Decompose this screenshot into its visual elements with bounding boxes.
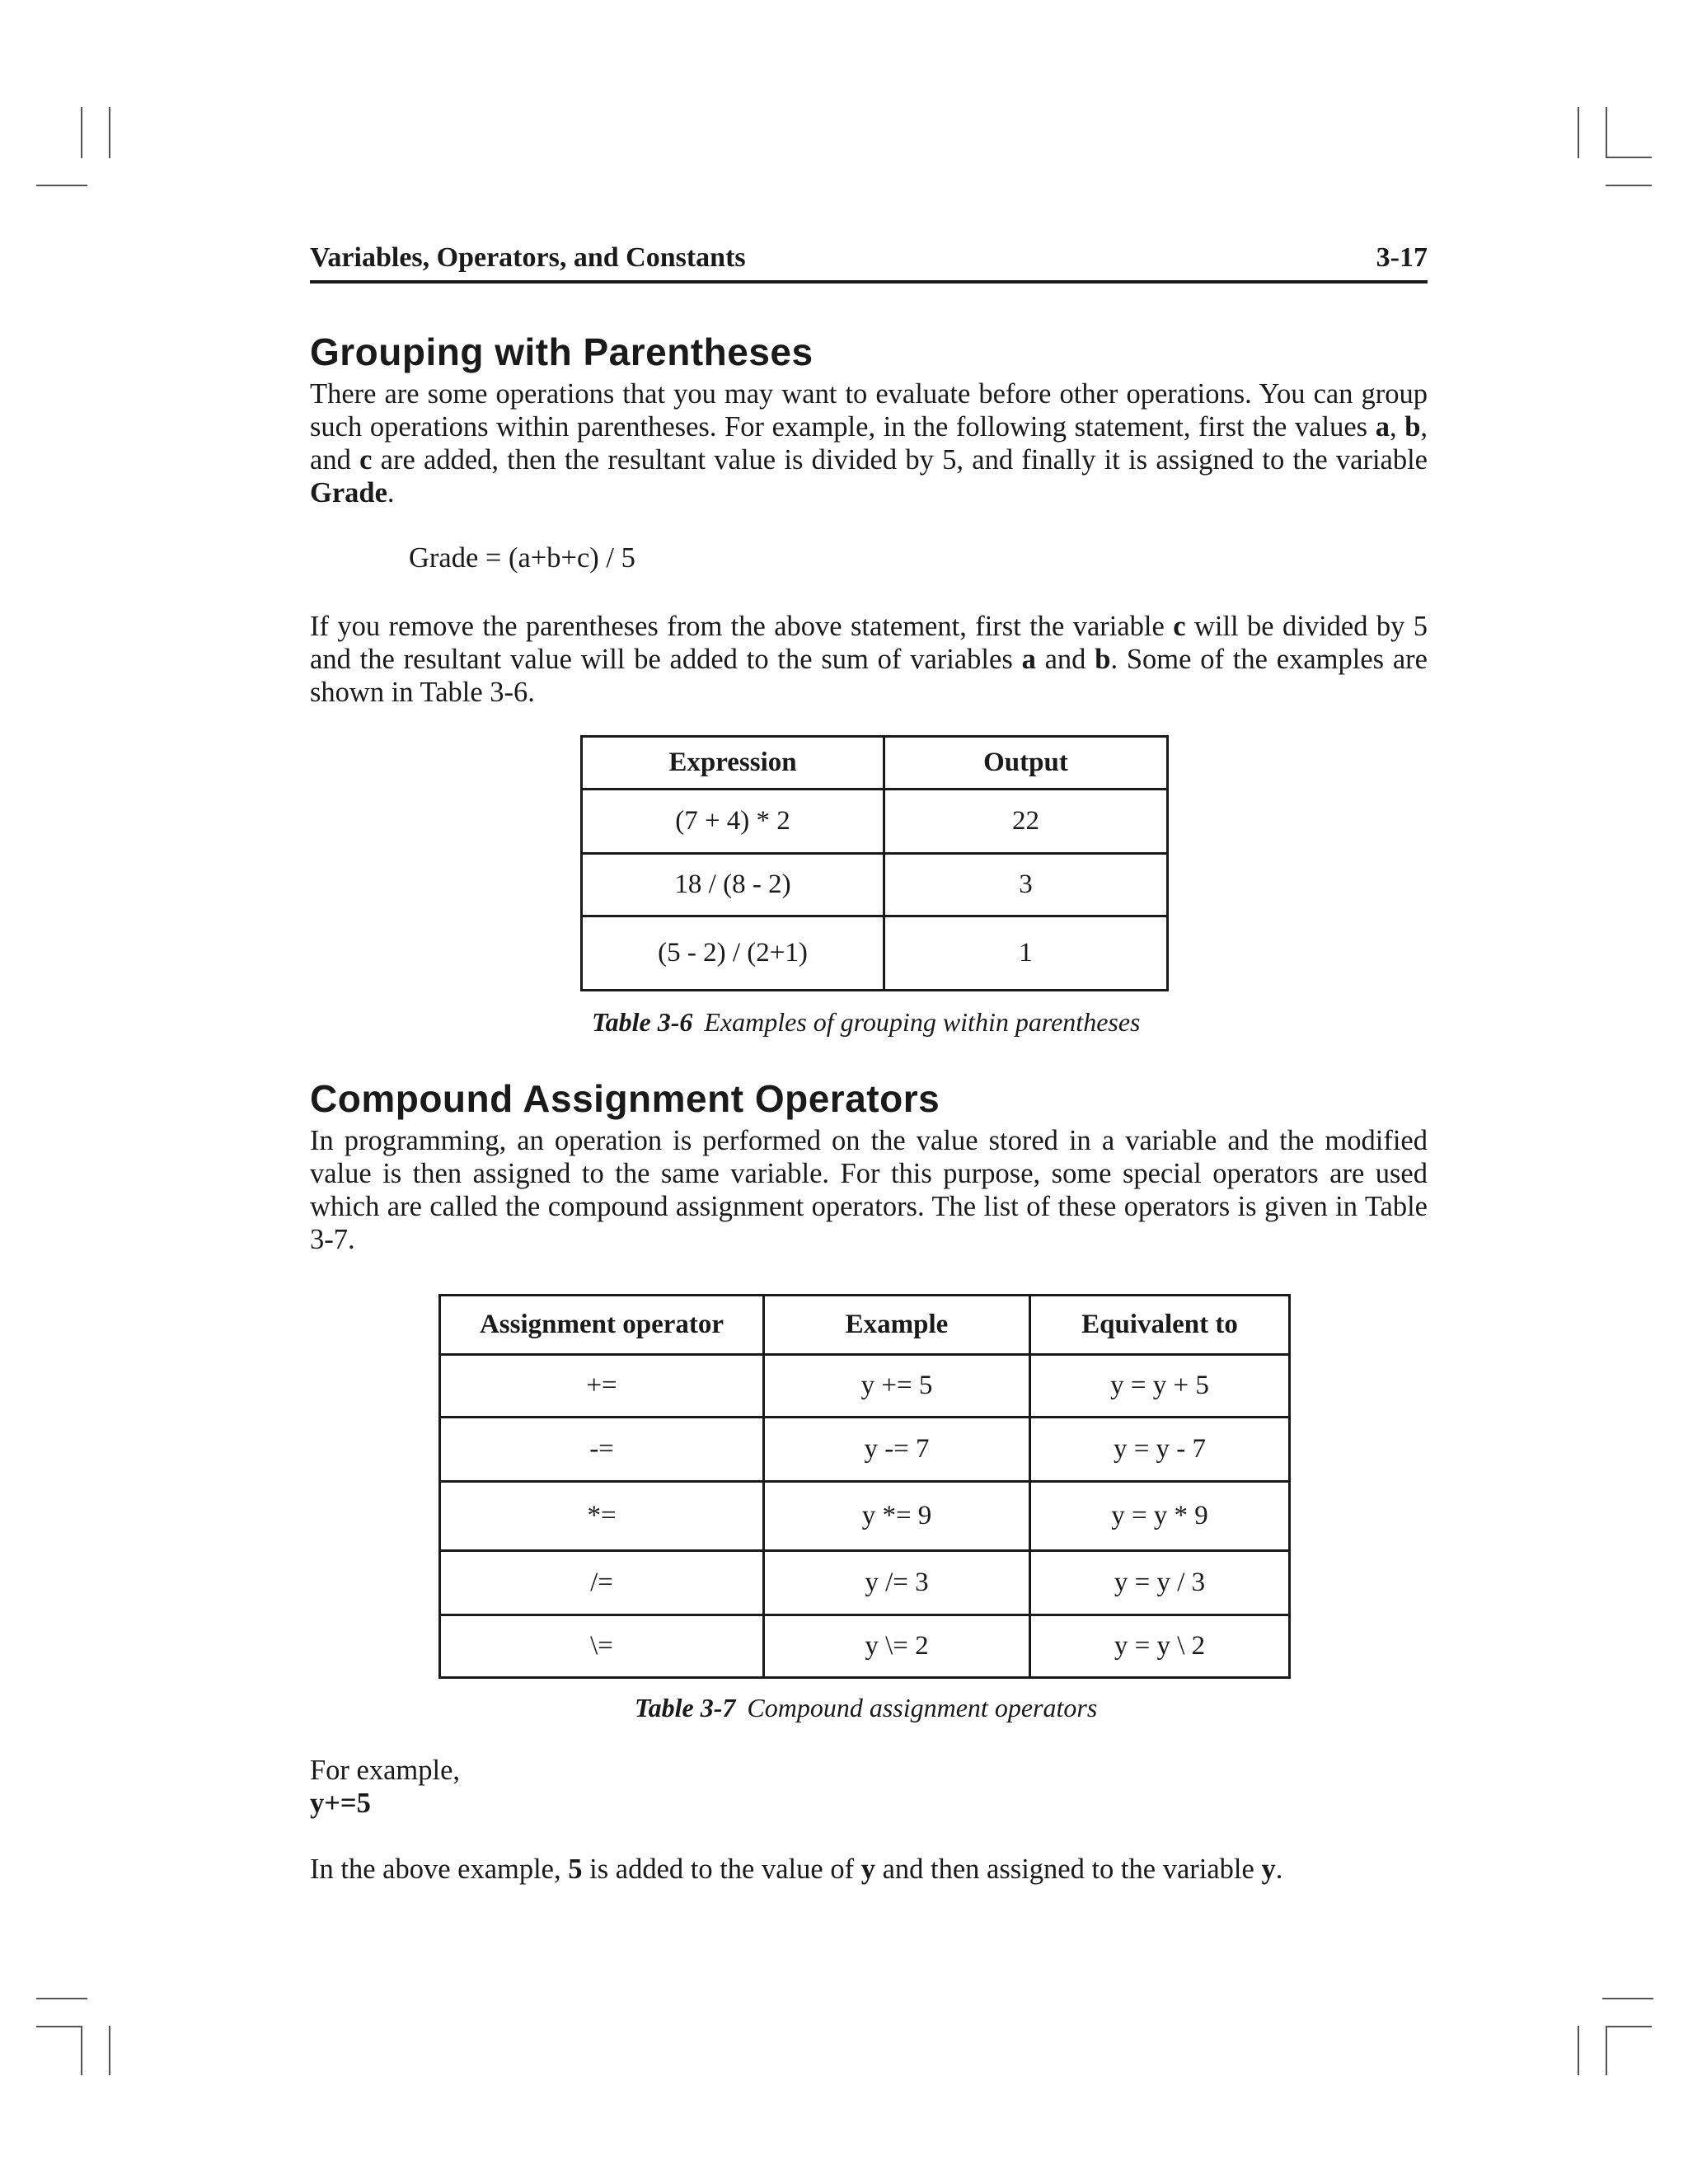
table-cell: y = y * 9: [1030, 1482, 1290, 1551]
table-cell: (5 - 2) / (2+1): [582, 916, 884, 991]
table-caption: [592, 1007, 1141, 1038]
table-cell: -=: [440, 1418, 764, 1482]
grouping-paragraph: There are some operations that you may want to evaluate before other operations. You can group such operations within parentheses. For example, in the following statement, first the values a, b, and c are added, then the resultant value is divided by 5, and finally it is assigned to the variable Grade.: [310, 378, 1428, 509]
parentheses-removal-paragraph: If you remove the parentheses from the above statement, first the variable c will be divided by 5 and the resultant value will be added to the sum of variables a and b. Some of the examples are shown in Table 3-6.: [310, 611, 1428, 708]
table-cell: \=: [440, 1615, 764, 1678]
crop-mark: [36, 1998, 87, 1999]
crop-mark: [1602, 1998, 1653, 1999]
crop-mark: [36, 185, 87, 186]
crop-mark: [1606, 185, 1652, 186]
table-row: [440, 1355, 1290, 1418]
column-header: Assignment operator: [440, 1296, 764, 1355]
table-cell: y *= 9: [764, 1482, 1030, 1551]
table-header-row: [440, 1296, 1290, 1355]
chapter-title: Variables, Operators, and Constants: [310, 242, 746, 273]
table-row: [440, 1482, 1290, 1551]
compound-operators-table: [438, 1294, 1291, 1679]
column-header: Equivalent to: [1030, 1296, 1290, 1355]
table-cell: y = y + 5: [1030, 1355, 1290, 1418]
table-cell: y += 5: [764, 1355, 1030, 1418]
table-cell: y /= 3: [764, 1551, 1030, 1615]
table-cell: 22: [884, 790, 1168, 854]
running-header: [310, 239, 1428, 284]
closing-paragraph: In the above example, 5 is added to the value of y and then assigned to the variable y.: [310, 1854, 1283, 1885]
crop-mark: [36, 2026, 82, 2027]
caption-text: Examples of grouping within parentheses: [704, 1007, 1141, 1037]
crop-mark: [1606, 2026, 1607, 2075]
table-cell: (7 + 4) * 2: [582, 790, 884, 854]
column-header: Example: [764, 1296, 1030, 1355]
caption-text: Compound assignment operators: [747, 1693, 1098, 1722]
table-cell: y = y \ 2: [1030, 1615, 1290, 1678]
page-number: 3-17: [1376, 242, 1428, 273]
table-row: [440, 1615, 1290, 1678]
section-heading-compound: Compound Assignment Operators: [310, 1077, 940, 1120]
table-caption: [635, 1693, 1097, 1723]
table-cell: y \= 2: [764, 1615, 1030, 1678]
grade-statement: Grade = (a+b+c) / 5: [409, 542, 635, 574]
crop-mark: [1606, 2026, 1652, 2027]
table-cell: y = y - 7: [1030, 1418, 1290, 1482]
table-cell: *=: [440, 1482, 764, 1551]
caption-label: Table 3-7: [635, 1693, 736, 1722]
caption-label: Table 3-6: [592, 1007, 693, 1037]
table-row: [440, 1551, 1290, 1615]
crop-mark: [81, 2026, 82, 2075]
table-header-row: [582, 737, 1168, 790]
compound-paragraph: In programming, an operation is performed on the value stored in a variable and the modified value is then assigned to the same variable. For this purpose, some special operators are used which are called the compound assignment operators. The list of these operators is given in Table 3-7.: [310, 1125, 1428, 1255]
table-cell: /=: [440, 1551, 764, 1615]
crop-mark: [109, 2026, 110, 2075]
table-cell: 1: [884, 916, 1168, 991]
table-row: [582, 790, 1168, 854]
section-heading-grouping: Grouping with Parentheses: [310, 330, 814, 373]
table-row: [440, 1418, 1290, 1482]
example-intro: For example,: [310, 1755, 461, 1786]
column-header: Output: [884, 737, 1168, 790]
table-cell: 3: [884, 854, 1168, 916]
grouping-examples-table: [580, 735, 1169, 991]
column-header: Expression: [582, 737, 884, 790]
crop-mark: [109, 107, 110, 158]
crop-mark: [81, 107, 82, 158]
crop-mark: [1578, 107, 1579, 158]
table-row: [582, 916, 1168, 991]
crop-mark: [1606, 107, 1607, 158]
table-cell: 18 / (8 - 2): [582, 854, 884, 916]
table-cell: y = y / 3: [1030, 1551, 1290, 1615]
table-cell: +=: [440, 1355, 764, 1418]
crop-mark: [1578, 2026, 1579, 2075]
crop-mark: [1606, 157, 1652, 158]
table-row: [582, 854, 1168, 916]
example-code: y+=5: [310, 1788, 371, 1819]
table-cell: y -= 7: [764, 1418, 1030, 1482]
